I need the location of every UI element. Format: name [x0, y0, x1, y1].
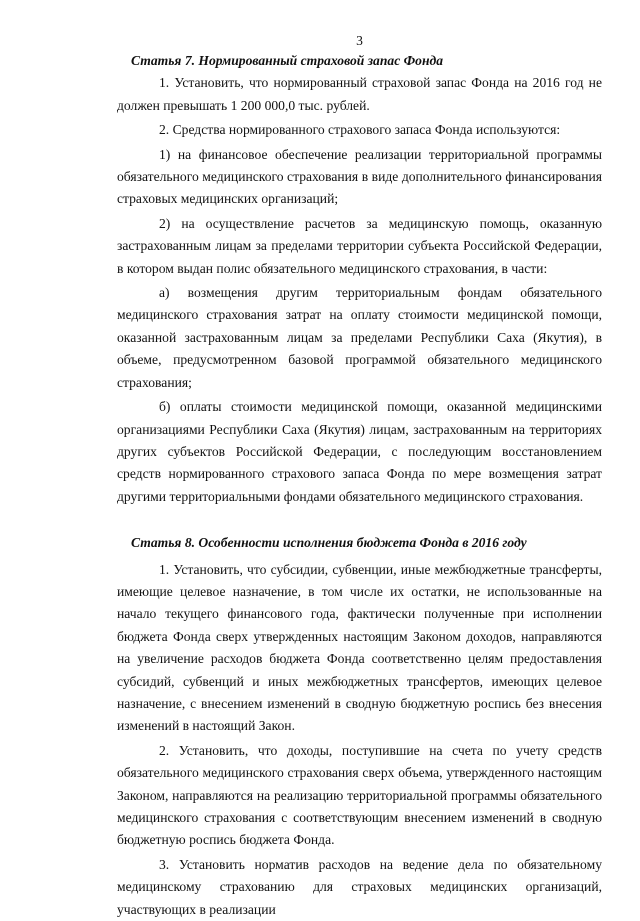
- article-8-paragraph-3: 3. Установить норматив расходов на ведение дела по обязательному медицинскому страхованию для страховых медицинских организаций, участвующих в реализации: [117, 856, 602, 917]
- page-number: 3: [356, 33, 363, 48]
- article-7-subitem-b: б) оплаты стоимости медицинской помощи, оказанной медицинскими организациями Республики Саха (Якутия) лицам, застрахованным на территориях других субъектов Российской Федерации, с последующим восстановлением средств нормированного страхового запаса Фонда по мере возмещения затрат другими территориальными фондами обязательного медицинского страхования.: [117, 399, 602, 504]
- article-8-heading: Статья 8. Особенности исполнения бюджета Фонда в 2016 году: [131, 535, 527, 551]
- article-8-paragraph-1: 1. Установить, что субсидии, субвенции, иные межбюджетные трансферты, имеющие целевое назначение, в том числе их остатки, не использованные на начало текущего финансового года, фактически полученные при исполнении бюджета Фонда сверх утвержденных настоящим Законом доходов, направляются на увеличение расходов бюджета Фонда соответственно целям предоставления субсидий, субвенций и иных межбюджетных трансфертов, имеющих целевое назначение, с внесением изменений в сводную бюджетную роспись без внесения изменений в настоящий Закон.: [117, 561, 602, 734]
- article-7-item-2: 2) на осуществление расчетов за медицинскую помощь, оказанную застрахованным лицам за пределами территории субъекта Российской Федерации, в котором выдан полис обязательного медицинского страхования, в части:: [117, 215, 602, 276]
- article-7-paragraph-1: 1. Установить, что нормированный страховой запас Фонда на 2016 год не должен превышать 1 200 000,0 тыс. рублей.: [117, 75, 602, 113]
- article-7-item-1: 1) на финансовое обеспечение реализации территориальной программы обязательного медицинского страхования в виде дополнительного финансирования страховых медицинских организаций;: [117, 146, 602, 207]
- article-8-paragraph-2: 2. Установить, что доходы, поступившие на счета по учету средств обязательного медицинского страхования сверх объема, утвержденного настоящим Законом, направляются на реализацию территориальной программы обязательного медицинского страхования с соответствующим внесением изменений в сводную бюджетную роспись бюджета Фонда.: [117, 742, 602, 848]
- article-7-heading: Статья 7. Нормированный страховой запас Фонда: [131, 53, 444, 68]
- article-7-subitem-a: а) возмещения другим территориальным фондам обязательного медицинского страхования затрат на оплату стоимости медицинской помощи, оказанной застрахованным лицам за пределами Республики Саха (Якутия), в объеме, предусмотренном базовой программой обязательного медицинского страхования;: [117, 285, 602, 390]
- article-7-paragraph-2: 2. Средства нормированного страхового запаса Фонда используются:: [159, 122, 561, 138]
